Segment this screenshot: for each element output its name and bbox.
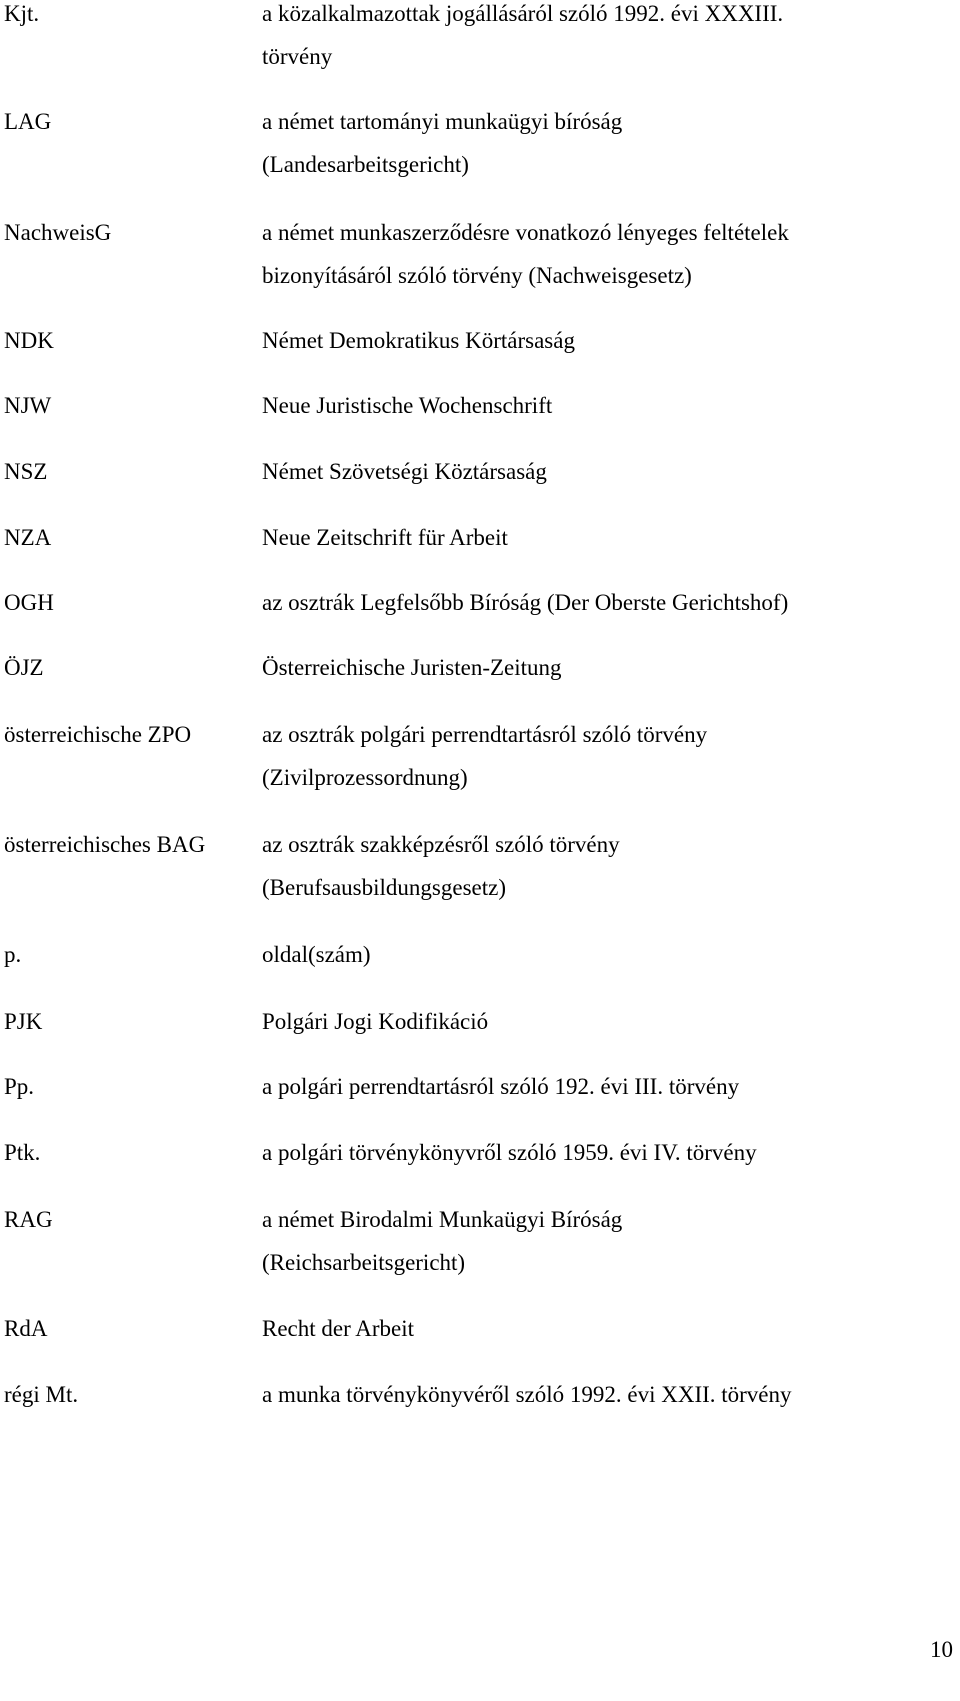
description-line: törvény xyxy=(262,44,333,69)
description xyxy=(262,460,952,483)
abbreviation: österreichisches BAG xyxy=(4,832,206,857)
description-line: a német Birodalmi Munkaügyi Bíróság xyxy=(262,1207,623,1232)
description-line: az osztrák szakképzésről szóló törvény xyxy=(262,832,620,857)
abbreviation: NJW xyxy=(4,393,52,418)
description-line: bizonyításáról szóló törvény (Nachweisgesetz) xyxy=(262,263,692,288)
description-line: a polgári perrendtartásról szóló 192. évi III. törvény xyxy=(262,1074,740,1099)
description xyxy=(262,526,952,549)
description xyxy=(262,833,952,899)
description-line: Recht der Arbeit xyxy=(262,1316,415,1341)
abbreviation: ÖJZ xyxy=(4,655,44,680)
description-line: a polgári törvénykönyvről szóló 1959. évi IV. törvény xyxy=(262,1140,757,1165)
description-line: oldal(szám) xyxy=(262,942,371,967)
abbreviation: NDK xyxy=(4,328,54,353)
abbreviation: NZA xyxy=(4,525,52,550)
description-line: a közalkalmazottak jogállásáról szóló 1992. évi XXXIII. xyxy=(262,1,784,26)
description xyxy=(262,329,952,352)
description xyxy=(262,591,952,614)
description xyxy=(262,723,952,789)
description-line: az osztrák Legfelsőbb Bíróság (Der Oberste Gerichtshof) xyxy=(262,590,789,615)
description xyxy=(262,394,952,417)
abbreviation: Pp. xyxy=(4,1074,35,1099)
abbreviation: RdA xyxy=(4,1316,48,1341)
description xyxy=(262,110,952,176)
description-line: Neue Juristische Wochenschrift xyxy=(262,393,553,418)
abbreviation: NSZ xyxy=(4,459,48,484)
description-line: Österreichische Juristen-Zeitung xyxy=(262,655,562,680)
description-line: Német Szövetségi Köztársaság xyxy=(262,459,547,484)
abbreviation: régi Mt. xyxy=(4,1382,79,1407)
abbreviation: Kjt. xyxy=(4,1,40,26)
description-line: (Reichsarbeitsgericht) xyxy=(262,1250,466,1275)
description xyxy=(262,1383,952,1406)
description-line: Neue Zeitschrift für Arbeit xyxy=(262,525,508,550)
description-line: a német munkaszerződésre vonatkozó lényeges feltételek xyxy=(262,220,789,245)
description-line: a német tartományi munkaügyi bíróság xyxy=(262,109,623,134)
abbreviation: p. xyxy=(4,942,22,967)
description-line: (Berufsausbildungsgesetz) xyxy=(262,875,506,900)
abbreviation: Ptk. xyxy=(4,1140,41,1165)
description-line: (Zivilprozessordnung) xyxy=(262,765,468,790)
description-line: a munka törvénykönyvéről szóló 1992. évi XXII. törvény xyxy=(262,1382,792,1407)
description-line: (Landesarbeitsgericht) xyxy=(262,152,469,177)
description xyxy=(262,1208,952,1274)
abbreviation: LAG xyxy=(4,109,52,134)
abbreviation: österreichische ZPO xyxy=(4,722,192,747)
description-line: az osztrák polgári perrendtartásról szóló törvény xyxy=(262,722,708,747)
abbreviation: NachweisG xyxy=(4,220,112,245)
description-line: Polgári Jogi Kodifikáció xyxy=(262,1009,489,1034)
description xyxy=(262,221,952,287)
description-line: Német Demokratikus Körtársaság xyxy=(262,328,575,353)
page-number: 10 xyxy=(930,1637,953,1662)
abbreviation: PJK xyxy=(4,1009,43,1034)
abbreviation: OGH xyxy=(4,590,54,615)
description xyxy=(262,1141,952,1164)
description xyxy=(262,943,952,966)
description xyxy=(262,1075,952,1098)
description xyxy=(262,1317,952,1340)
description xyxy=(262,656,952,679)
abbreviation: RAG xyxy=(4,1207,53,1232)
description xyxy=(262,1010,952,1033)
description xyxy=(262,2,952,68)
